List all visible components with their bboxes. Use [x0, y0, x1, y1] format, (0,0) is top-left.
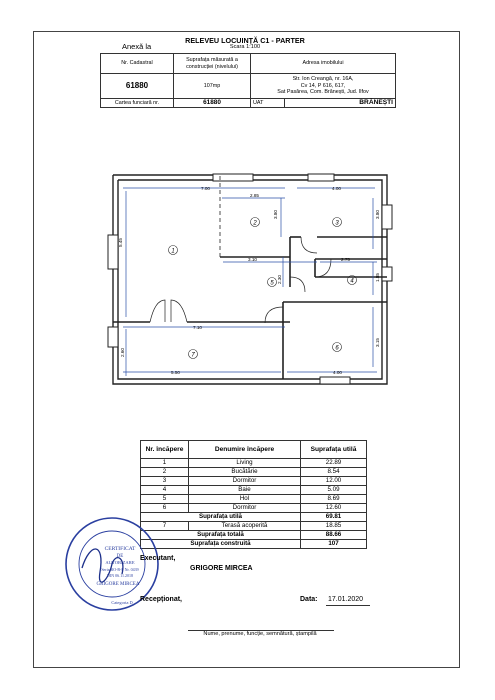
- page-title: RELEVEU LOCUINȚĂ C1 - PARTER: [185, 36, 305, 45]
- window: [108, 235, 118, 269]
- useful-area-value: 69.81: [301, 513, 367, 522]
- table-row: [141, 495, 367, 504]
- outer-wall: [113, 175, 387, 384]
- executant-name: GRIGORE MIRCEA: [190, 565, 253, 572]
- table-row: [141, 504, 367, 513]
- row-area: 12.00: [301, 477, 367, 486]
- row-area: 8.69: [301, 495, 367, 504]
- date-underline: [326, 605, 370, 606]
- outer-wall-inner: [118, 180, 382, 379]
- room-number: 6: [335, 345, 339, 352]
- room-number: 1: [171, 248, 175, 255]
- svg-text:GRIGORE MIRCEA: GRIGORE MIRCEA: [96, 582, 140, 587]
- dim-label: 2.60: [120, 348, 125, 357]
- address-col-header: Adresa imobilului: [251, 54, 396, 74]
- surface-col-header: Suprafața măsurată a construcției (nivelului): [174, 54, 251, 74]
- dim-label: 2.85: [250, 193, 259, 198]
- executant-label: Executant,: [140, 555, 176, 562]
- window: [108, 327, 118, 347]
- dim-label: 3.80: [273, 210, 278, 219]
- svg-text:Seria RO-B-F Nr. 0439: Seria RO-B-F Nr. 0439: [101, 567, 139, 572]
- window: [382, 267, 392, 281]
- row-area: 5.09: [301, 486, 367, 495]
- window: [320, 377, 350, 384]
- dim-label: 2.75: [341, 257, 350, 262]
- dim-label: 1.85: [375, 273, 380, 282]
- room-number: 5: [270, 280, 274, 287]
- room-number: 2: [253, 220, 257, 227]
- table-row: [141, 486, 367, 495]
- col-area: Suprafața utilă: [301, 441, 367, 459]
- address-line-3: Sat Pasărea, Com. Brănești, Jud. Ilfov: [277, 89, 369, 96]
- dim-label: 7.10: [193, 325, 202, 330]
- row-area: 8.54: [301, 468, 367, 477]
- row-nr: 1: [141, 459, 189, 468]
- dim-label: 5.50: [171, 370, 180, 375]
- uat-value: BRĂNEȘTI: [285, 99, 396, 108]
- row-nr: 4: [141, 486, 189, 495]
- table-row: [141, 477, 367, 486]
- row-name: Baie: [189, 486, 301, 495]
- dim-label: 5.45: [118, 238, 123, 247]
- row-name: Bucătărie: [189, 468, 301, 477]
- uat-label: UAT: [251, 99, 285, 108]
- window: [213, 174, 253, 181]
- window: [382, 205, 392, 229]
- surface-value: 107mp: [174, 74, 251, 99]
- receiver-label: Recepționat,: [140, 596, 183, 603]
- row-name: Dormitor: [189, 477, 301, 486]
- row-name: Hol: [189, 495, 301, 504]
- table-row: [141, 468, 367, 477]
- landbook-label: Cartea funciară nr.: [101, 99, 174, 108]
- row-name: Dormitor: [189, 504, 301, 513]
- svg-text:DIN 06.11.2018: DIN 06.11.2018: [107, 573, 133, 578]
- dim-label: 7.00: [201, 186, 210, 191]
- built-area-row: [141, 540, 367, 549]
- floor-plan: [105, 167, 395, 392]
- signature-footnote: Nume, prenume, funcție, semnătură, ștampilă: [203, 631, 317, 637]
- total-area-row: [141, 531, 367, 540]
- row-nr: 5: [141, 495, 189, 504]
- built-area-label: Suprafața construită: [141, 540, 301, 549]
- col-nr: Nr. încăpere: [141, 441, 189, 459]
- row-nr: 2: [141, 468, 189, 477]
- dim-label: 3.80: [375, 210, 380, 219]
- col-name: Denumire încăpere: [189, 441, 301, 459]
- terrace-value: 18.85: [301, 522, 367, 531]
- table-row: [141, 459, 367, 468]
- dim-label: 2.30: [277, 275, 282, 284]
- room-number: 3: [335, 220, 339, 227]
- address-line-2: Cv 14, P 616, 617,: [300, 82, 346, 89]
- row-area: 22.89: [301, 459, 367, 468]
- row-area: 12.60: [301, 504, 367, 513]
- room-number: 7: [191, 352, 195, 359]
- useful-area-label: Suprafața utilă: [141, 513, 301, 522]
- dim-label: 3.10: [248, 257, 257, 262]
- terrace-name: Terasă acoperită: [189, 522, 301, 531]
- scale-label: Scara 1:100: [229, 44, 261, 50]
- date-label: Data:: [300, 596, 318, 603]
- total-area-label: Suprafața totală: [141, 531, 301, 540]
- dim-label: 4.00: [332, 186, 341, 191]
- rooms-table: [140, 440, 367, 549]
- svg-text:Categoria D: Categoria D: [111, 600, 133, 605]
- terrace-row: [141, 522, 367, 531]
- date-value: 17.01.2020: [328, 596, 364, 603]
- terrace-nr: 7: [141, 522, 189, 531]
- landbook-number: 61880: [174, 99, 251, 108]
- cadastral-number: 61880: [101, 74, 174, 99]
- row-nr: 6: [141, 504, 189, 513]
- room-number: 4: [350, 278, 354, 285]
- window: [308, 174, 334, 181]
- dim-label: 4.00: [333, 370, 342, 375]
- svg-text:CERTIFICAT: CERTIFICAT: [104, 546, 136, 552]
- svg-text:AUTORIZARE: AUTORIZARE: [105, 560, 135, 565]
- built-area-value: 107: [301, 540, 367, 549]
- address-line-1: Str. Ion Creangă, nr. 16A,: [292, 75, 354, 82]
- header-table: [100, 53, 396, 99]
- svg-text:DE: DE: [116, 554, 124, 559]
- cadastral-col-header: Nr. Cadastral: [101, 54, 174, 74]
- row-name: Living: [189, 459, 301, 468]
- landbook-table: [100, 98, 396, 108]
- useful-area-row: [141, 513, 367, 522]
- annex-label: Anexă la: [122, 42, 152, 51]
- address-value: [251, 74, 396, 99]
- total-area-value: 88.66: [301, 531, 367, 540]
- row-nr: 3: [141, 477, 189, 486]
- dim-label: 3.15: [375, 338, 380, 347]
